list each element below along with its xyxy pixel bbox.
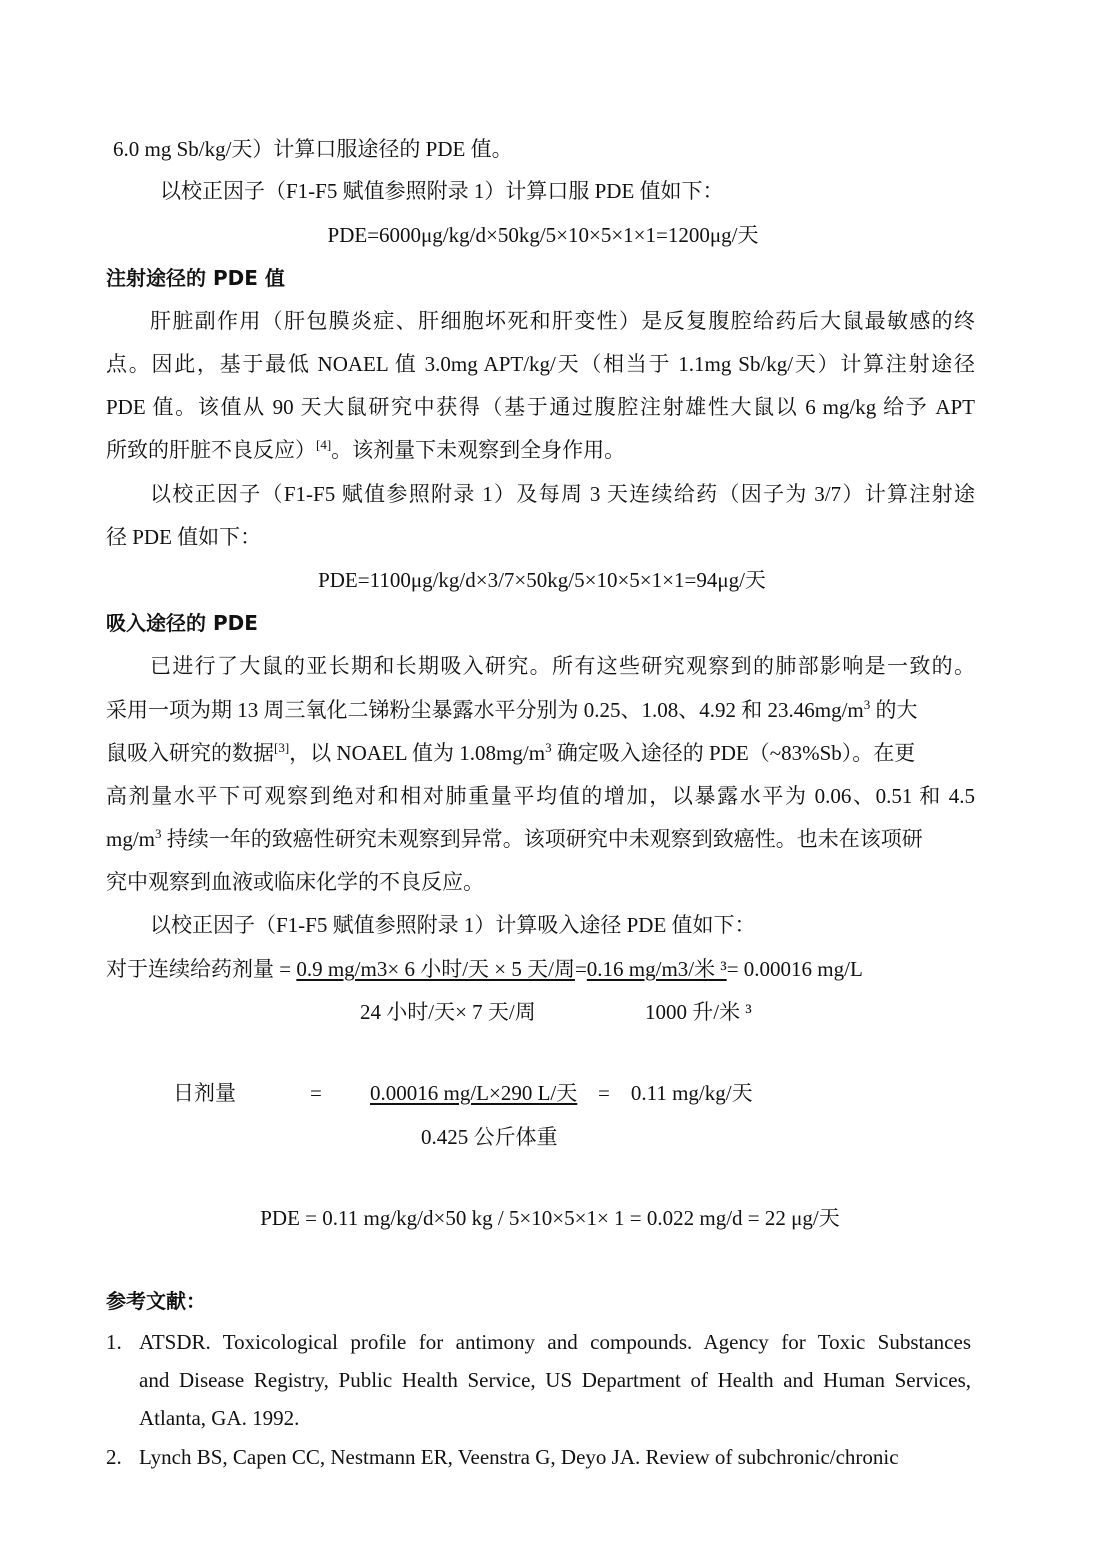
citation-ref: [3]: [274, 740, 290, 755]
daily-dose-numerator: 0.00016 mg/L×290 L/天: [370, 1081, 578, 1105]
inhalation-heading: 吸入途径的 PDE: [106, 611, 258, 635]
equation-equals: =: [574, 957, 587, 981]
daily-dose-denominator: 0.425 公斤体重: [421, 1125, 558, 1149]
inhalation-text: 鼠吸入研究的数据: [106, 741, 274, 765]
injection-paragraph-line: 点。因此，基于最低 NOAEL 值 3.0mg APT/kg/天（相当于 1.1mg Sb/kg/天）计算注射途径: [106, 352, 975, 376]
reference-number: 1.: [106, 1330, 122, 1354]
equation-label: 对于连续给药剂量 =: [106, 957, 297, 981]
inhalation-paragraph-line: [106, 697, 918, 722]
injection-correction-line: 径 PDE 值如下：: [106, 525, 262, 549]
inhalation-text: 的大: [870, 698, 918, 722]
reference-number: 2.: [106, 1445, 122, 1469]
inhalation-text: 持续一年的致癌性研究未观察到异常。该项研究中未观察到致癌性。也未在该项研: [161, 827, 923, 851]
injection-text: 。该剂量下未观察到全身作用。: [331, 438, 626, 462]
inhalation-paragraph-line: [106, 740, 916, 765]
superscript: 3: [545, 740, 552, 755]
daily-dose-label: 日剂量: [173, 1081, 236, 1105]
injection-paragraph-line: PDE 值。该值从 90 天大鼠研究中获得（基于通过腹腔注射雄性大鼠以 6 mg/kg 给予 APT: [106, 395, 975, 419]
reference-line: and Disease Registry, Public Health Service, US Department of Health and Human Services,: [139, 1368, 971, 1392]
daily-dose-result: = 0.11 mg/kg/天: [598, 1081, 753, 1105]
injection-correction-line: 以校正因子（F1-F5 赋值参照附录 1）及每周 3 天连续给药（因子为 3/7）计算注射途: [150, 482, 975, 506]
equation-denominator: 1000 升/米 ³: [645, 1000, 752, 1024]
equation-numerator: 0.16 mg/m3/米 ³: [586, 957, 727, 981]
intro-correction-line: 以校正因子（F1-F5 赋值参照附录 1）计算口服 PDE 值如下：: [160, 179, 724, 203]
injection-text: 所致的肝脏不良反应）: [106, 438, 316, 462]
inhalation-paragraph-line: 究中观察到血液或临床化学的不良反应。: [106, 870, 484, 894]
equation-result: = 0.00016 mg/L: [726, 957, 863, 981]
injection-heading: 注射途径的 PDE 值: [106, 266, 285, 290]
injection-paragraph-last-line: [106, 437, 626, 462]
intro-line: 6.0 mg Sb/kg/天）计算口服途径的 PDE 值。: [113, 137, 513, 161]
citation-ref: [4]: [316, 437, 332, 452]
reference-line: Atlanta, GA. 1992.: [139, 1406, 300, 1430]
inhalation-correction-line: 以校正因子（F1-F5 赋值参照附录 1）计算吸入途径 PDE 值如下：: [150, 913, 756, 937]
inhalation-text: 采用一项为期 13 周三氧化二锑粉尘暴露水平分别为 0.25、1.08、4.92 和 23.46mg/m: [106, 698, 864, 722]
oral-pde-formula: PDE=6000μg/kg/d×50kg/5×10×5×1×1=1200μg/天: [327, 223, 759, 247]
reference-line: ATSDR. Toxicological profile for antimony and compounds. Agency for Toxic Substances: [139, 1330, 971, 1354]
injection-pde-formula: PDE=1100μg/kg/d×3/7×50kg/5×10×5×1×1=94μg/天: [318, 568, 766, 592]
inhalation-pde-formula: PDE = 0.11 mg/kg/d×50 kg / 5×10×5×1× 1 = 0.022 mg/d = 22 μg/天: [260, 1206, 840, 1230]
equation-numerator: 0.9 mg/m3× 6 小时/天 × 5 天/周: [296, 957, 575, 981]
inhalation-text: ，以 NOAEL 值为 1.08mg/m: [289, 741, 546, 765]
equation-denominator: 24 小时/天× 7 天/周: [360, 1000, 536, 1024]
continuous-dose-equation: [106, 959, 863, 980]
superscript: 3: [155, 826, 162, 841]
inhalation-paragraph-line: 高剂量水平下可观察到绝对和相对肺重量平均值的增加，以暴露水平为 0.06、0.51 和 4.5: [106, 784, 975, 808]
reference-line: Lynch BS, Capen CC, Nestmann ER, Veenstra G, Deyo JA. Review of subchronic/chronic: [139, 1445, 899, 1469]
daily-dose-equals: =: [310, 1081, 322, 1105]
injection-paragraph-line: 肝脏副作用（肝包膜炎症、肝细胞坏死和肝变性）是反复腹腔给药后大鼠最敏感的终: [150, 309, 975, 333]
inhalation-paragraph-line: 已进行了大鼠的亚长期和长期吸入研究。所有这些研究观察到的肺部影响是一致的。: [150, 654, 975, 678]
inhalation-paragraph-line: [106, 826, 923, 851]
inhalation-text: 确定吸入途径的 PDE（~83%Sb）。在更: [551, 741, 916, 765]
superscript: 3: [863, 697, 871, 712]
inhalation-text: mg/m: [106, 827, 156, 851]
references-heading: 参考文献：: [106, 1289, 206, 1313]
